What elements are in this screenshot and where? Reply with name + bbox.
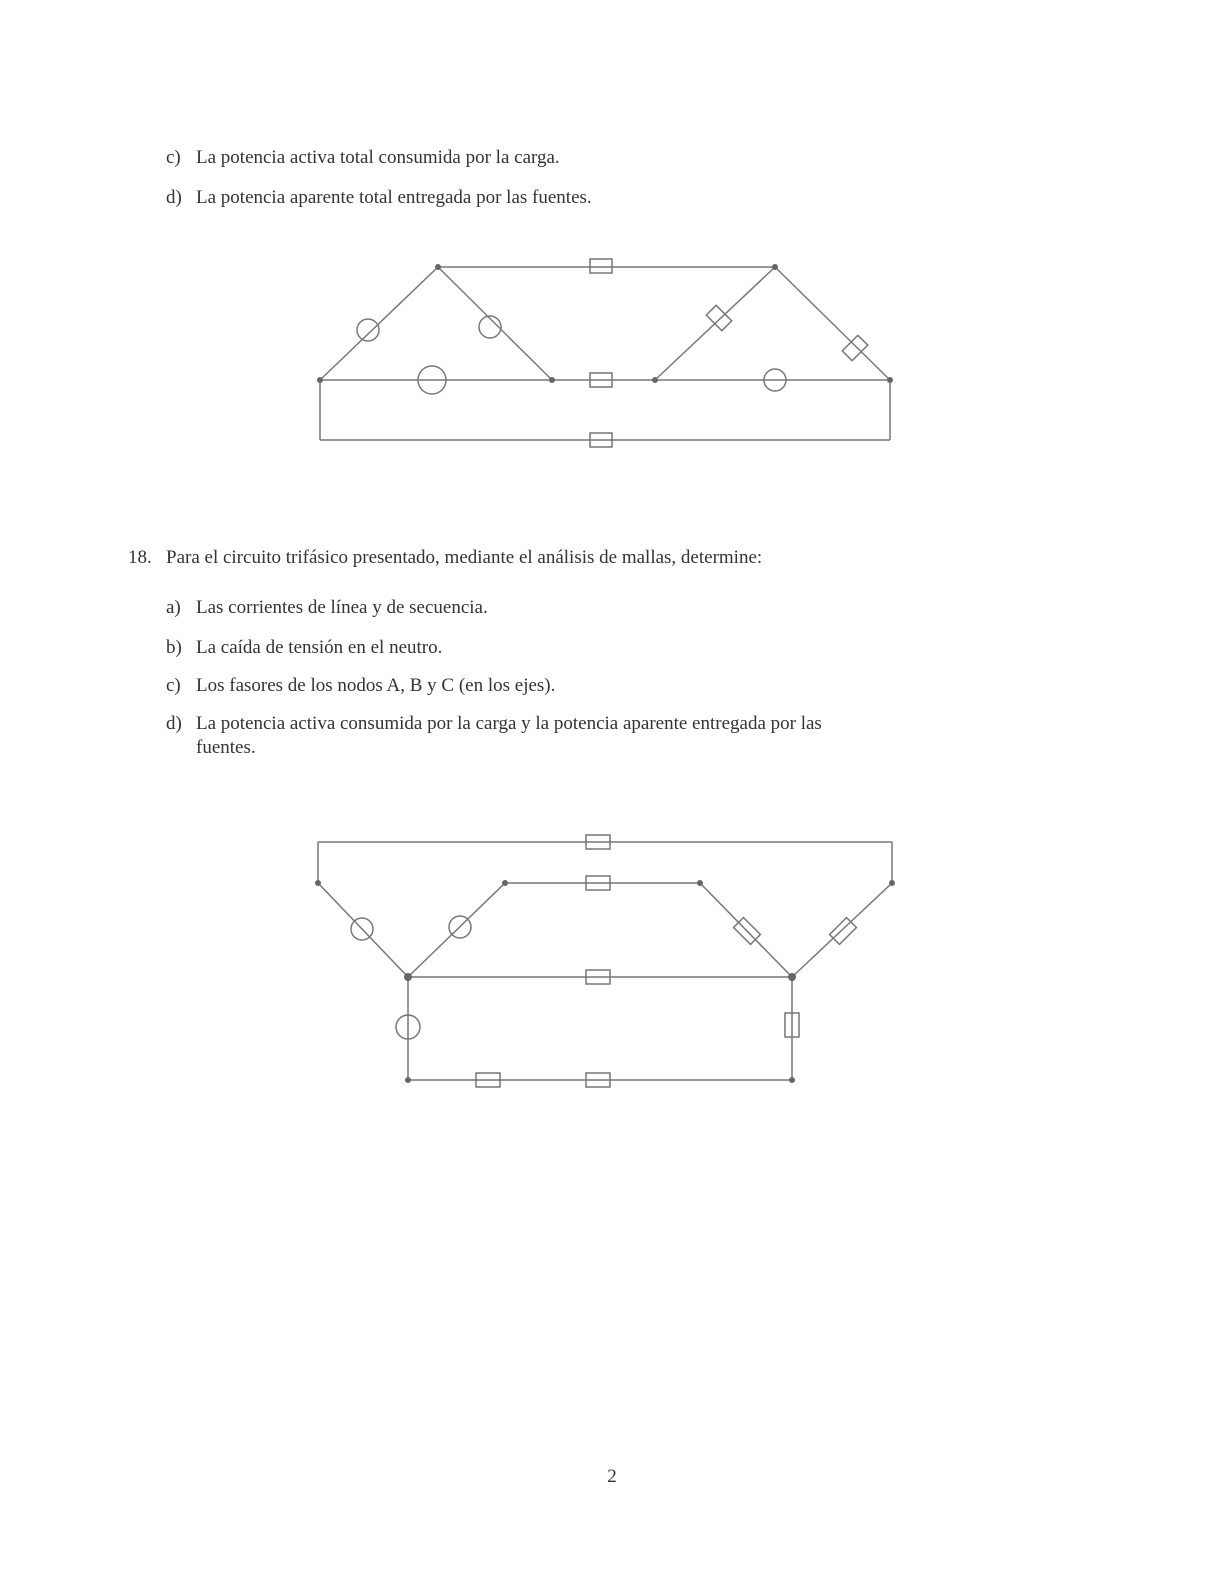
problem-item-b [166, 636, 442, 660]
circuit-diagram-2-svg [300, 805, 910, 1120]
circuit-diagram-1 [300, 245, 910, 480]
item-text: La potencia activa total consumida por la carga. [196, 147, 560, 168]
problem-statement [128, 546, 762, 570]
item-text: Las corrientes de línea y de secuencia. [196, 597, 488, 618]
problem-text: Para el circuito trifásico presentado, mediante el análisis de mallas, determine: [166, 547, 763, 568]
item-label: a) [166, 597, 181, 618]
prev-item-c [166, 146, 560, 170]
item-text: La caída de tensión en el neutro. [196, 637, 443, 658]
item-label: c) [166, 147, 181, 168]
item-text: fuentes. [196, 737, 256, 758]
problem-item-c [166, 674, 555, 698]
item-text: La potencia activa consumida por la carga y la potencia aparente entregada por las [196, 713, 822, 734]
page-number: 2 [607, 1466, 617, 1487]
prev-item-d [166, 186, 592, 210]
item-text: La potencia aparente total entregada por las fuentes. [196, 187, 592, 208]
problem-item-d [166, 712, 822, 736]
item-text: Los fasores de los nodos A, B y C (en los ejes). [196, 675, 556, 696]
item-label: b) [166, 637, 182, 658]
problem-item-d-continuation [166, 736, 256, 760]
problem-number: 18. [128, 547, 152, 568]
item-label: d) [166, 713, 182, 734]
circuit-diagram-1-svg [300, 245, 910, 480]
problem-item-a [166, 596, 488, 620]
circuit-diagram-2 [300, 805, 910, 1120]
item-label: c) [166, 675, 181, 696]
item-label: d) [166, 187, 182, 208]
